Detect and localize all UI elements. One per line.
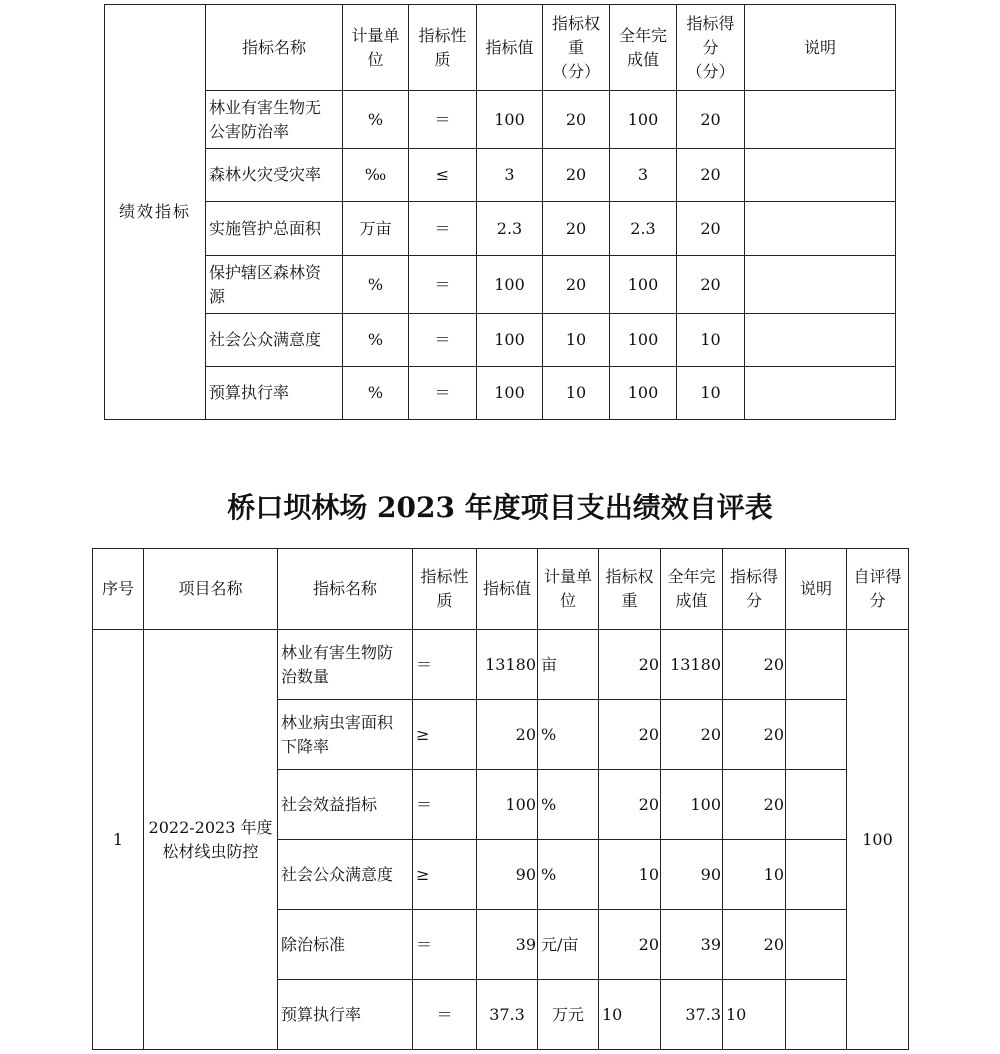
indicator-name: 林业病虫害面积 下降率 — [278, 700, 413, 770]
value-cell: 13180 — [477, 630, 538, 700]
indicator-name: 林业有害生物防 治数量 — [278, 630, 413, 700]
completed-cell: 100 — [610, 314, 677, 367]
indicator-table-top — [104, 4, 896, 420]
note-cell — [786, 840, 847, 910]
weight-cell: 20 — [543, 256, 610, 314]
table-row — [105, 149, 896, 202]
table-row — [93, 630, 909, 700]
unit-cell: 万亩 — [343, 202, 409, 256]
score-cell: 20 — [723, 630, 786, 700]
table-row — [105, 256, 896, 314]
header-seq: 序号 — [93, 549, 144, 630]
indicator-name: 社会公众满意度 — [278, 840, 413, 910]
weight-cell: 20 — [599, 770, 661, 840]
self-evaluation-table — [92, 548, 909, 1050]
unit-cell: 亩 — [538, 630, 599, 700]
unit-cell: % — [343, 367, 409, 420]
completed-cell: 20 — [661, 700, 723, 770]
nature-cell: ＝ — [413, 770, 477, 840]
weight-cell: 10 — [543, 367, 610, 420]
unit-cell: ‰ — [343, 149, 409, 202]
indicator-name: 社会公众满意度 — [206, 314, 343, 367]
unit-cell: % — [343, 256, 409, 314]
unit-cell: % — [343, 314, 409, 367]
weight-cell: 20 — [543, 202, 610, 256]
note-cell — [745, 202, 896, 256]
header-value: 指标值 — [477, 549, 538, 630]
note-cell — [786, 910, 847, 980]
performance-indicator-label: 绩效指标 — [105, 5, 206, 420]
header-weight: 指标权 重 — [599, 549, 661, 630]
score-cell: 20 — [723, 700, 786, 770]
score-cell: 10 — [677, 367, 745, 420]
value-cell: 100 — [477, 314, 543, 367]
weight-cell: 20 — [599, 630, 661, 700]
score-cell: 10 — [677, 314, 745, 367]
score-cell: 20 — [677, 256, 745, 314]
nature-cell: ＝ — [409, 314, 477, 367]
header-weight: 指标权 重 （分） — [543, 5, 610, 91]
nature-cell: ＝ — [409, 91, 477, 149]
weight-cell: 20 — [599, 700, 661, 770]
weight-cell: 20 — [543, 91, 610, 149]
table-row — [105, 202, 896, 256]
nature-cell: ＝ — [409, 367, 477, 420]
score-cell: 20 — [677, 149, 745, 202]
indicator-name: 预算执行率 — [278, 980, 413, 1050]
header-note: 说明 — [745, 5, 896, 91]
score-cell: 10 — [723, 980, 786, 1050]
header-project-name: 项目名称 — [144, 549, 278, 630]
header-score: 指标得 分 （分） — [677, 5, 745, 91]
nature-cell: ＝ — [413, 910, 477, 980]
completed-cell: 2.3 — [610, 202, 677, 256]
header-self-score: 自评得 分 — [847, 549, 909, 630]
table-row — [105, 314, 896, 367]
value-cell: 90 — [477, 840, 538, 910]
value-cell: 100 — [477, 256, 543, 314]
note-cell — [786, 700, 847, 770]
self-score-cell: 100 — [847, 630, 909, 1050]
unit-cell: 万元 — [538, 980, 599, 1050]
weight-cell: 20 — [543, 149, 610, 202]
document-title: 桥口坝林场 2023 年度项目支出绩效自评表 — [227, 491, 773, 524]
header-note: 说明 — [786, 549, 847, 630]
header-score: 指标得 分 — [723, 549, 786, 630]
unit-cell: % — [538, 700, 599, 770]
value-cell: 37.3 — [477, 980, 538, 1050]
nature-cell: ＝ — [413, 980, 477, 1050]
completed-cell: 90 — [661, 840, 723, 910]
note-cell — [745, 256, 896, 314]
score-cell: 10 — [723, 840, 786, 910]
nature-cell: ≥ — [413, 700, 477, 770]
completed-cell: 100 — [610, 256, 677, 314]
weight-cell: 10 — [543, 314, 610, 367]
value-cell: 20 — [477, 700, 538, 770]
note-cell — [745, 367, 896, 420]
indicator-name: 社会效益指标 — [278, 770, 413, 840]
value-cell: 3 — [477, 149, 543, 202]
completed-cell: 3 — [610, 149, 677, 202]
nature-cell: ＝ — [409, 202, 477, 256]
completed-cell: 100 — [610, 91, 677, 149]
header-unit: 计量单 位 — [343, 5, 409, 91]
project-name-cell: 2022-2023 年度 松材线虫防控 — [144, 630, 278, 1050]
nature-cell: ＝ — [409, 256, 477, 314]
score-cell: 20 — [677, 202, 745, 256]
header-indicator-name: 指标名称 — [278, 549, 413, 630]
value-cell: 39 — [477, 910, 538, 980]
score-cell: 20 — [677, 91, 745, 149]
indicator-name: 除治标准 — [278, 910, 413, 980]
seq-cell: 1 — [93, 630, 144, 1050]
header-indicator-name: 指标名称 — [206, 5, 343, 91]
unit-cell: % — [538, 770, 599, 840]
score-cell: 20 — [723, 770, 786, 840]
completed-cell: 37.3 — [661, 980, 723, 1050]
score-cell: 20 — [723, 910, 786, 980]
note-cell — [745, 149, 896, 202]
value-cell: 2.3 — [477, 202, 543, 256]
indicator-name: 森林火灾受灾率 — [206, 149, 343, 202]
header-completed: 全年完 成值 — [610, 5, 677, 91]
note-cell — [745, 314, 896, 367]
weight-cell: 10 — [599, 980, 661, 1050]
note-cell — [786, 630, 847, 700]
unit-cell: % — [343, 91, 409, 149]
value-cell: 100 — [477, 91, 543, 149]
completed-cell: 100 — [610, 367, 677, 420]
value-cell: 100 — [477, 770, 538, 840]
completed-cell: 100 — [661, 770, 723, 840]
unit-cell: 元/亩 — [538, 910, 599, 980]
indicator-name: 保护辖区森林资 源 — [206, 256, 343, 314]
nature-cell: ≤ — [409, 149, 477, 202]
unit-cell: % — [538, 840, 599, 910]
note-cell — [745, 91, 896, 149]
header-value: 指标值 — [477, 5, 543, 91]
nature-cell: ＝ — [413, 630, 477, 700]
header-unit: 计量单 位 — [538, 549, 599, 630]
completed-cell: 39 — [661, 910, 723, 980]
indicator-name: 预算执行率 — [206, 367, 343, 420]
header-nature: 指标性 质 — [409, 5, 477, 91]
weight-cell: 20 — [599, 910, 661, 980]
note-cell — [786, 770, 847, 840]
nature-cell: ≥ — [413, 840, 477, 910]
weight-cell: 10 — [599, 840, 661, 910]
header-completed: 全年完 成值 — [661, 549, 723, 630]
indicator-name: 林业有害生物无 公害防治率 — [206, 91, 343, 149]
header-nature: 指标性 质 — [413, 549, 477, 630]
note-cell — [786, 980, 847, 1050]
table-row — [105, 367, 896, 420]
indicator-name: 实施管护总面积 — [206, 202, 343, 256]
table-row — [105, 91, 896, 149]
value-cell: 100 — [477, 367, 543, 420]
completed-cell: 13180 — [661, 630, 723, 700]
